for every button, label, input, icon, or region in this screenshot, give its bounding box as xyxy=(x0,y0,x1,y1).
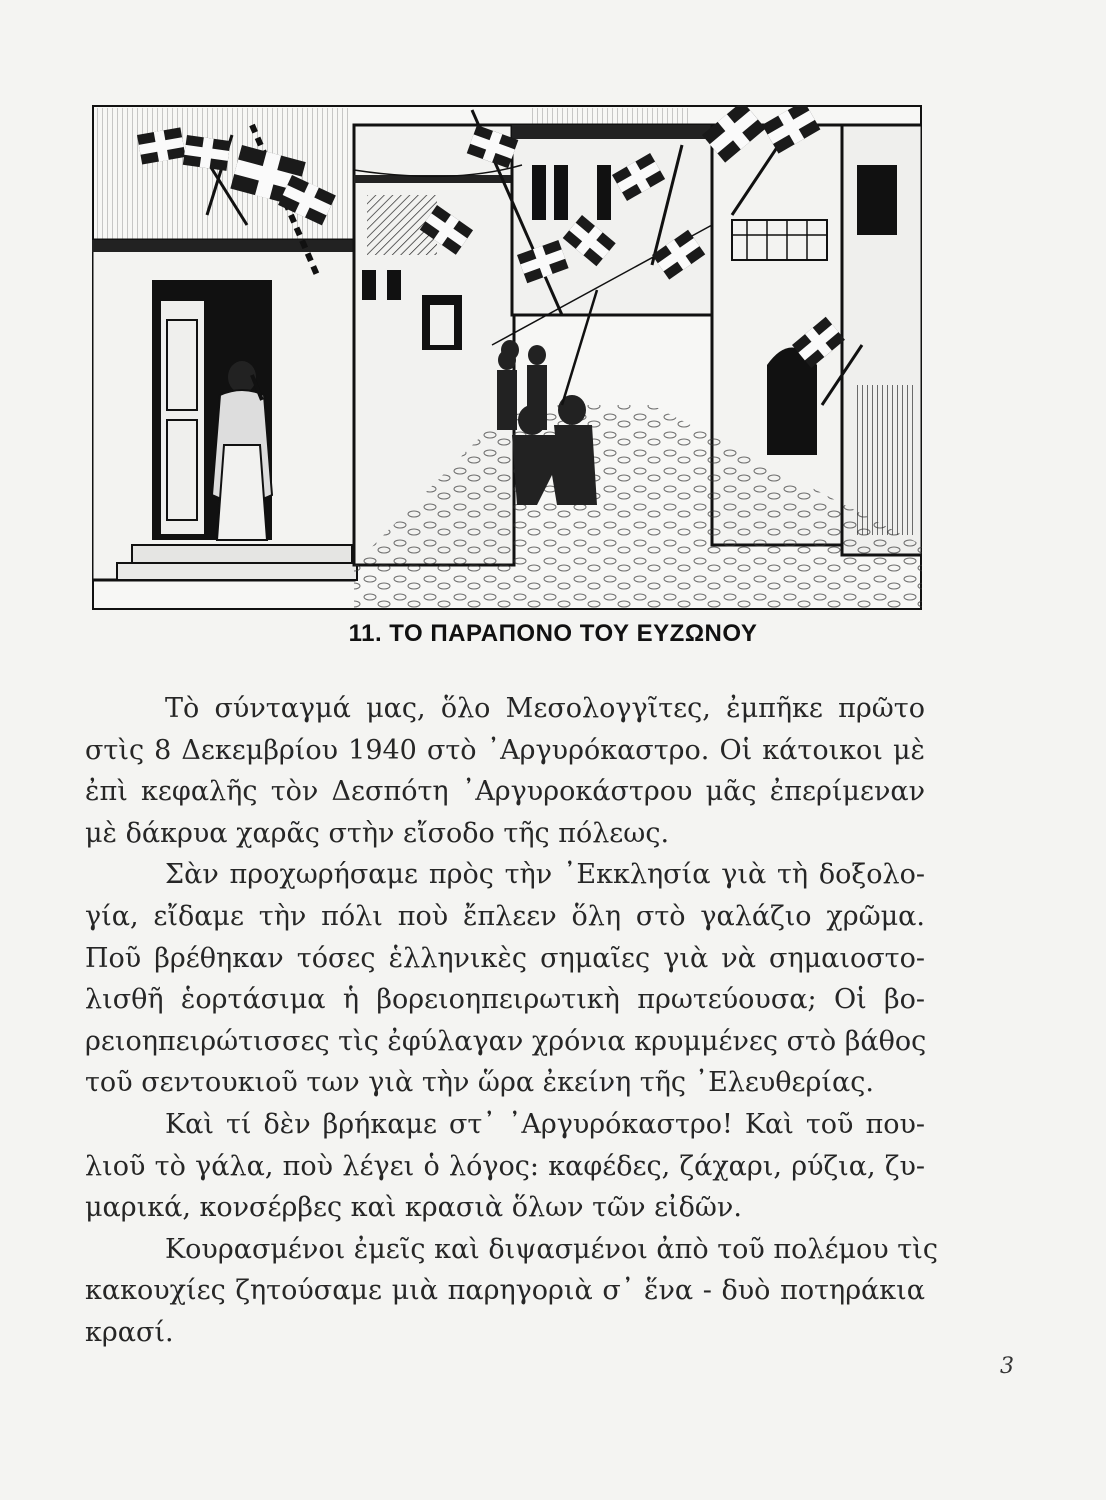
body-text xyxy=(85,688,938,1354)
street-flags-illustration xyxy=(92,105,922,610)
text-line: Καὶ τί δὲν βρήκαμε στ᾿ ᾿Αργυρόκαστρο! Καὶ τοῦ που- xyxy=(165,1108,925,1140)
text-line: Κουρασμένοι ἐμεῖς καὶ διψασμένοι ἀπὸ τοῦ πολέμου τὶς xyxy=(165,1233,938,1265)
text-line: λισθῆ ἑορτάσιμα ἡ βορειοηπειρωτικὴ πρωτεύουσα; Οἱ βο- xyxy=(85,984,925,1016)
text-line: τοῦ σεντουκιοῦ των γιὰ τὴν ὥρα ἐκείνη τῆς ᾿Ελευθερίας. xyxy=(85,1067,874,1099)
text-line: λιοῦ τὸ γάλα, ποὺ λέγει ὁ λόγος: καφέδες, ζάχαρι, ρύζια, ζυ- xyxy=(85,1150,925,1182)
text-line: στὶς 8 Δεκεμβρίου 1940 στὸ ᾿Αργυρόκαστρο. Οἱ κάτοικοι μὲ xyxy=(85,734,925,766)
street-flags-illustration-icon xyxy=(92,105,922,610)
text-line: μαρικά, κονσέρβες καὶ κρασιὰ ὅλων τῶν εἰδῶν. xyxy=(85,1192,742,1224)
text-line: Σὰν προχωρήσαμε πρὸς τὴν ᾿Εκκλησία γιὰ τὴ δοξολο- xyxy=(165,859,925,891)
text-line: ρειοηπειρώτισσες τὶς ἐφύλαγαν χρόνια κρυμμένες στὸ βάθος xyxy=(85,1025,927,1057)
text-line: γία, εἴδαμε τὴν πόλι ποὺ ἔπλεεν ὅλη στὸ γαλάζιο χρῶμα. xyxy=(85,900,925,932)
chapter-title: 11. ΤΟ ΠΑΡΑΠΟΝΟ ΤΟΥ ΕΥΖΩΝΟΥ xyxy=(348,620,758,647)
text-line: Τὸ σύνταγμά μας, ὅλο Μεσολογγῖτες, ἐμπῆκε πρῶτο xyxy=(165,693,925,724)
text-line: ἐπὶ κεφαλῆς τὸν Δεσπότη ᾿Αργυροκάστρου μᾶς ἐπερίμεναν xyxy=(85,776,925,808)
text-line: μὲ δάκρυα χαρᾶς στὴν εἴσοδο τῆς πόλεως. xyxy=(85,817,670,849)
text-line: Ποῦ βρέθηκαν τόσες ἑλληνικὲς σημαῖες γιὰ νὰ σημαιοστο- xyxy=(85,942,925,974)
text-line: κρασί. xyxy=(85,1316,174,1348)
page-number: 3 xyxy=(1000,1354,1014,1379)
text-line: κακουχίες ζητούσαμε μιὰ παρηγοριὰ σ᾿ ἕνα - δυὸ ποτηράκια xyxy=(85,1275,925,1307)
